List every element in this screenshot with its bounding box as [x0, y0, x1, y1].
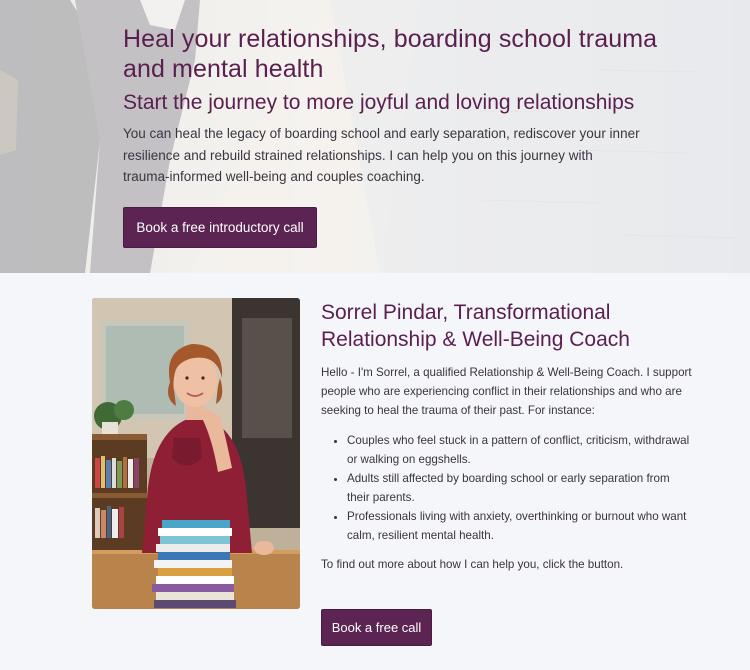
hero-text: You can heal the legacy of boarding school and early separation, rediscover your inner resilience and rebuild strained relationships. I can help you on this journey with trauma-informed well-being and couples coaching. [123, 126, 640, 184]
list-item: • Professionals living with anxiety, overthinking or burnout who want calm, resilient mental health. [347, 507, 693, 545]
about-title: Sorrel Pindar, Transformational Relationship & Well-Being Coach [321, 301, 630, 351]
about-content [321, 299, 693, 574]
coach-photo [92, 298, 300, 609]
hero-subtitle: Start the journey to more joyful and loving relationships [123, 91, 635, 114]
about-intro: Hello - I'm Sorrel, a qualified Relationship & Well-Being Coach. I support people who are experiencing conflict in their relationships and who are seeking to heal the trauma of their past. For instance: [321, 366, 692, 417]
coach-photo-illustration [92, 298, 300, 609]
list-item: • Adults still affected by boarding school or early separation from their parents. [347, 469, 693, 507]
hero-section [0, 0, 750, 273]
book-introductory-call-button[interactable]: Book a free introductory call [123, 207, 317, 248]
hero-title: Heal your relationships, boarding school trauma and mental health [123, 25, 658, 83]
book-free-call-button[interactable]: Book a free call [321, 609, 432, 646]
about-outro: To find out more about how I can help you, click the button. [321, 558, 624, 571]
about-section [0, 273, 750, 670]
hero-content [123, 24, 663, 188]
about-list [321, 431, 693, 545]
list-item: • Couples who feel stuck in a pattern of conflict, criticism, withdrawal or walking on eggshells. [347, 431, 693, 469]
